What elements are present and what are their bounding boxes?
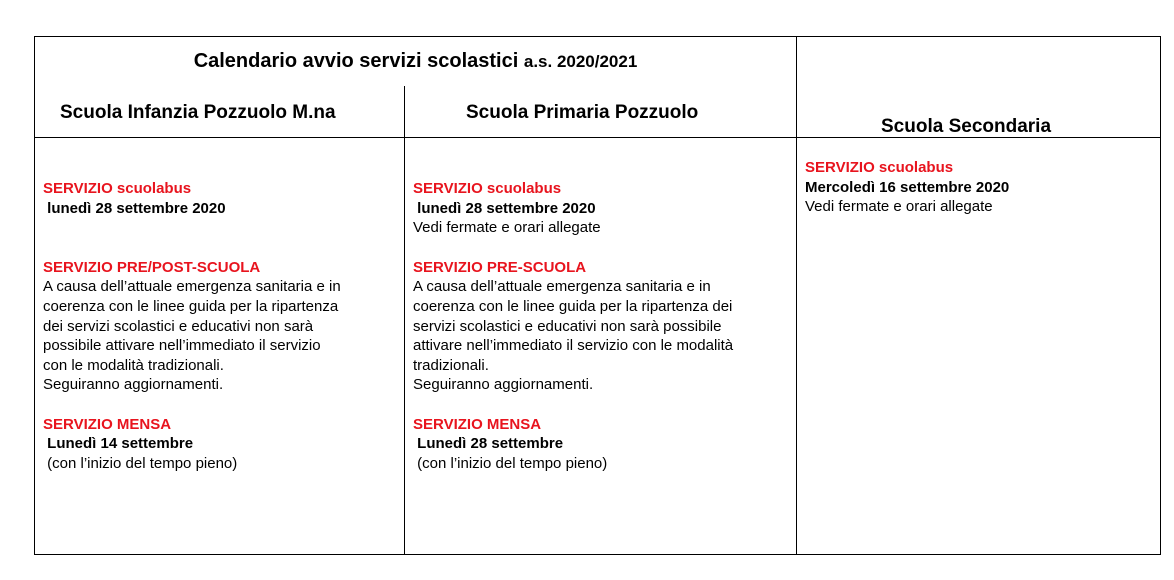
- mensa-note: (con l’inizio del tempo pieno): [43, 454, 238, 472]
- pre-line: servizi scolastici e educativi non sarà possibile: [413, 317, 722, 335]
- mensa-note: (con l’inizio del tempo pieno): [413, 454, 608, 472]
- header-divider-left: [34, 137, 797, 138]
- mensa-date: Lunedì 28 settembre: [413, 435, 564, 453]
- calendar-table: [34, 36, 1161, 555]
- pre-line: dei servizi scolastici e educativi non sarà: [43, 317, 314, 335]
- scuolabus-date: Mercoledì 16 settembre 2020: [805, 178, 1010, 196]
- divider-col-1: [404, 86, 405, 555]
- scuolabus-title: SERVIZIO scuolabus: [413, 180, 562, 197]
- pre-post-scuola-title: SERVIZIO PRE/POST-SCUOLA: [43, 258, 261, 276]
- divider-col-2: [796, 36, 797, 555]
- pre-line: possibile attivare nell’immediato il servizio: [43, 337, 321, 355]
- scuolabus-date: lunedì 28 settembre 2020: [413, 199, 596, 217]
- pre-line: con le modalità tradizionali.: [43, 356, 224, 374]
- scuolabus-title: SERVIZIO scuolabus: [805, 159, 954, 176]
- scuolabus-title: SERVIZIO scuolabus: [43, 180, 192, 197]
- cell-primaria: [413, 179, 733, 473]
- column-header-secondaria: Scuola Secondaria: [881, 116, 1052, 137]
- pre-line: coerenza con le linee guida per la ripartenza dei: [413, 297, 733, 315]
- mensa-date: Lunedì 14 settembre: [43, 435, 194, 453]
- title-main: Calendario avvio servizi scolastici: [193, 50, 519, 72]
- mensa-title: SERVIZIO MENSA: [43, 415, 172, 433]
- mensa-title: SERVIZIO MENSA: [413, 415, 542, 433]
- scuolabus-date: lunedì 28 settembre 2020: [43, 199, 226, 217]
- column-header-infanzia: Scuola Infanzia Pozzuolo M.na: [60, 102, 336, 123]
- table-border-left: [34, 36, 35, 555]
- table-border-right: [1160, 36, 1161, 555]
- pre-line: Seguiranno aggiornamenti.: [413, 376, 594, 394]
- pre-line: attivare nell’immediato il servizio con le modalità: [413, 337, 734, 355]
- pre-scuola-title: SERVIZIO PRE-SCUOLA: [413, 258, 587, 276]
- scuolabus-note: Vedi fermate e orari allegate: [805, 198, 993, 216]
- cell-infanzia: [43, 179, 341, 473]
- pre-line: A causa dell’attuale emergenza sanitaria e in: [43, 278, 341, 296]
- title-school-year: a.s. 2020/2021: [523, 52, 638, 71]
- pre-line: Seguiranno aggiornamenti.: [43, 376, 224, 394]
- pre-line: A causa dell’attuale emergenza sanitaria e in: [413, 278, 711, 296]
- pre-line: coerenza con le linee guida per la ripartenza: [43, 297, 339, 315]
- table-border-bottom: [34, 554, 1161, 555]
- scuolabus-note: Vedi fermate e orari allegate: [413, 219, 601, 237]
- cell-secondaria: [805, 158, 1009, 217]
- table-title: [34, 50, 797, 73]
- pre-line: tradizionali.: [413, 356, 489, 374]
- column-header-primaria: Scuola Primaria Pozzuolo: [466, 102, 699, 123]
- table-border-top: [34, 36, 1161, 37]
